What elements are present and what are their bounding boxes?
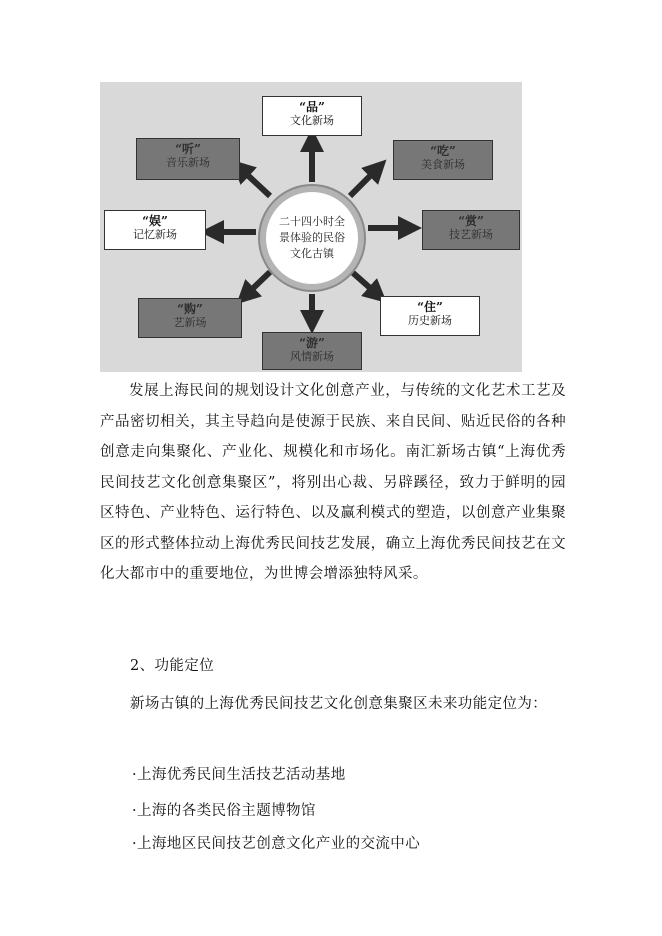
node-yu-label: 记忆新场 <box>133 228 177 241</box>
diagram-figure <box>100 82 522 372</box>
node-pin-label: 文化新场 <box>290 114 334 127</box>
node-pin-key: “品” <box>299 100 325 114</box>
arrow-down-right <box>352 272 378 295</box>
node-pin <box>262 96 362 136</box>
node-shang-label: 技艺新场 <box>449 228 493 241</box>
arrow-down-left <box>245 272 270 296</box>
center-hub <box>266 192 358 284</box>
arrow-up-left <box>240 168 270 196</box>
section-heading: 2、功能定位 <box>130 658 215 674</box>
node-zhu-key: “住” <box>417 300 443 314</box>
node-yu-key: “娱” <box>142 214 168 228</box>
intro-line: 新场古镇的上海优秀民间技艺文化创意集聚区未来功能定位为： <box>130 696 548 712</box>
node-ting-label: 音乐新场 <box>166 156 210 169</box>
node-gou-label: 艺新场 <box>173 316 207 329</box>
node-ting-key: “听” <box>175 142 201 156</box>
bullet-item: ·上海优秀民间生活技艺活动基地 <box>132 767 346 783</box>
node-zhu <box>380 296 480 336</box>
node-chi <box>393 140 493 180</box>
node-gou <box>138 298 242 338</box>
node-shang-key: “赏” <box>458 214 484 228</box>
arrow-up-right <box>350 168 378 196</box>
node-chi-key: “吃” <box>430 144 456 158</box>
center-hub-text: 二十四小时全景体验的民俗文化古镇 <box>279 215 345 260</box>
body-paragraph: 发展上海民间的规划设计文化创意产业，与传统的文化艺术工艺及产品密切相关，其主导趋向是使源于民族、来自民间、贴近民俗的各种创意走向集聚化、产业化、规模化和市场化。南汇新场古镇“上海优秀民间技艺文化创意集聚区”，将别出心裁、另辟蹊径，致力于鲜明的园区特色、产业特色、运行特色、以及赢利模式的塑造，以创意产业集聚区的形式整体拉动上海优秀民间技艺发展，确立上海优秀民间技艺在文化大都市中的重要地位，为世博会增添独特风采。 <box>100 383 566 582</box>
node-chi-label: 美食新场 <box>421 158 465 171</box>
node-you-key: “游” <box>299 336 325 350</box>
node-gou-key: “购” <box>177 302 203 316</box>
bullet-item: ·上海地区民间技艺创意文化产业的交流中心 <box>132 836 421 852</box>
node-shang <box>422 210 520 250</box>
node-zhu-label: 历史新场 <box>408 314 452 327</box>
node-you <box>262 332 362 370</box>
node-ting <box>136 138 240 180</box>
node-yu <box>104 210 206 250</box>
bullet-item: ·上海的各类民俗主题博物馆 <box>132 803 316 819</box>
node-you-label: 风情新场 <box>290 350 334 363</box>
